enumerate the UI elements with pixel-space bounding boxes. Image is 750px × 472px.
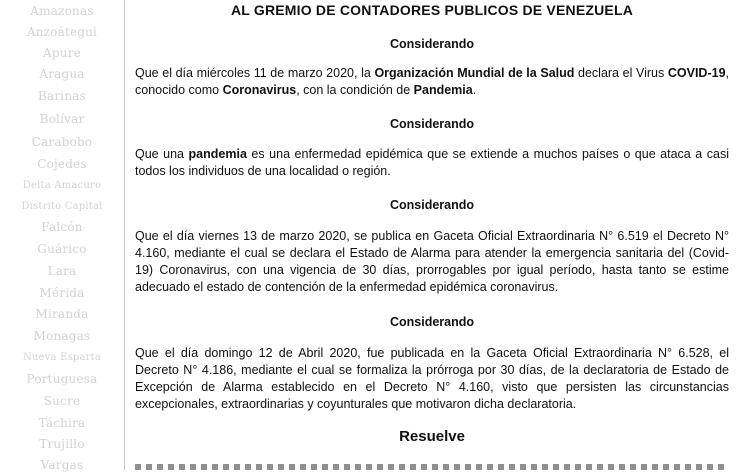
sidebar-state[interactable]: Carabobo	[31, 135, 93, 149]
sidebar-state[interactable]: Vargas	[40, 458, 84, 472]
sidebar-state[interactable]: Falcón	[41, 220, 83, 234]
sidebar-state[interactable]: Portuguesa	[26, 372, 98, 386]
sidebar-state[interactable]: Mérida	[39, 286, 85, 300]
sidebar-state[interactable]: Guárico	[37, 242, 87, 256]
sidebar-state[interactable]: Apure	[43, 46, 81, 60]
considerando-heading: Considerando	[389, 117, 475, 131]
paragraph-4: Que el día domingo 12 de Abril 2020, fue publicada en la Gaceta Oficial Extraordinaria N° 6.528, el Decreto N° 4.186, mediante el cual se formaliza la prórroga por 30 días, de la declaratoria de Estado de Excepción de Alarma establecido en el Decreto N° 4.160, visto que persisten las circunstancias excepcionales, extraordinarias y coyunturales que motivaron dicha declaratoria.	[135, 346, 729, 411]
sidebar-state[interactable]: Aragua	[39, 67, 85, 81]
sidebar-state[interactable]: Sucre	[43, 394, 81, 408]
sidebar-state[interactable]: Distrito Capital	[21, 201, 103, 212]
sidebar-state[interactable]: Miranda	[35, 307, 89, 321]
sidebar-state[interactable]: Amazonas	[30, 4, 94, 18]
paragraph-1: Que el día miércoles 11 de marzo 2020, la Organización Mundial de la Salud declara el Virus COVID-19, conocido como Coronavirus, con la condición de Pandemia.	[135, 66, 730, 97]
document-body	[135, 0, 729, 470]
sidebar-state[interactable]: Nueva Esparta	[22, 352, 102, 363]
sidebar-state[interactable]: Barinas	[38, 89, 86, 103]
paragraph-2: Que una pandemia es una enfermedad epidémica que se extiende a muchos países o que ataca a casi todos los individuos de una localidad o región.	[135, 147, 729, 178]
cropped-text-line	[135, 464, 729, 470]
considerando-heading: Considerando	[389, 198, 475, 212]
considerando-heading: Considerando	[389, 315, 475, 329]
sidebar-state[interactable]: Trujillo	[39, 437, 85, 451]
sidebar-state[interactable]: Lara	[47, 264, 77, 278]
considerando-heading: Considerando	[389, 37, 475, 51]
sidebar-state[interactable]: Cojedes	[37, 157, 87, 171]
sidebar-state[interactable]: Táchira	[38, 416, 86, 430]
sidebar-state[interactable]: Monagas	[33, 329, 91, 343]
resuelve-heading: Resuelve	[399, 428, 465, 445]
sidebar-state[interactable]: Bolívar	[39, 112, 85, 126]
document-title: AL GREMIO DE CONTADORES PUBLICOS DE VENEZUELA	[230, 2, 634, 18]
sidebar-state[interactable]: Delta Amacuro	[22, 180, 102, 191]
paragraph-3: Que el día viernes 13 de marzo 2020, se publica en Gaceta Oficial Extraordinaria N° 6.519 el Decreto N° 4.160, mediante el cual se declara el Estado de Alarma para atender la emergencia sanitaria del (Covid-19) Coronavirus, con una vigencia de 30 días, prorrogables por igual período, hasta tanto se estime adecuado el estado de contención de la enfermedad epidémica coronavirus.	[135, 229, 729, 294]
states-sidebar	[0, 0, 125, 470]
sidebar-state[interactable]: Anzoátegui	[26, 25, 98, 39]
